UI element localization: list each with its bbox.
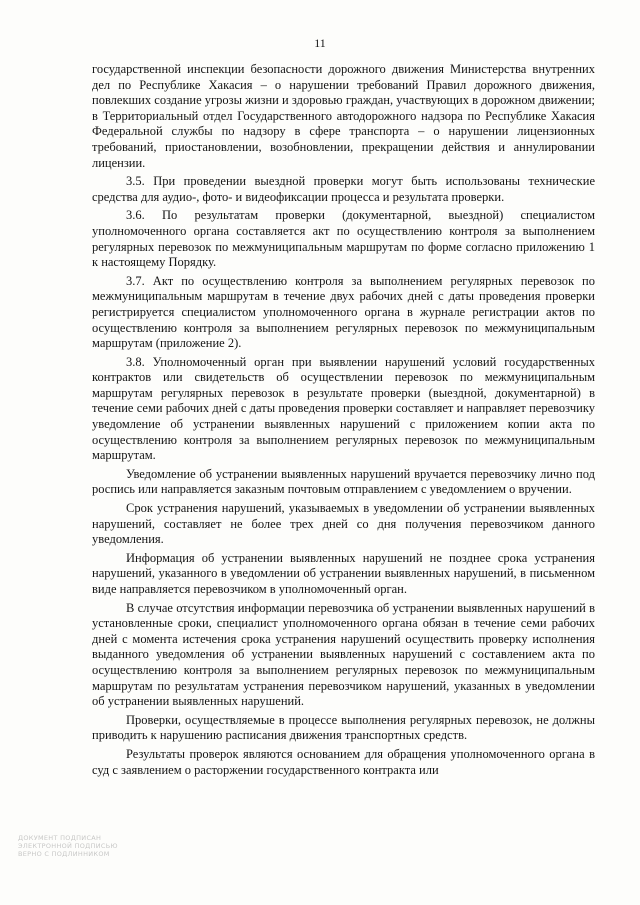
paragraph: государственной инспекции безопасности дорожного движения Министерства внутренних дел по Республике Хакасия – о нарушении требований Правил дорожного движения, повлекших создание угрозы жизни и здоровью граждан, участвующих в дорожном движении; в Территориальный отдел Государственного автодорожного надзора по Республике Хакасия Федеральной службы по надзору в сфере транспорта – о нарушении лицензионных требований, приостановлении, возобновлении, прекращении действия и аннулировании лицензии. [92, 62, 595, 170]
paragraph: Результаты проверок являются основанием для обращения уполномоченного органа в суд с заявлением о расторжении государственного контракта или [92, 746, 595, 777]
paragraph: 3.5. При проведении выездной проверки могут быть использованы технические средства для аудио-, фото- и видеофиксации процесса и результата проверки. [92, 174, 595, 204]
paragraph: 3.6. По результатам проверки (документарной, выездной) специалистом уполномоченного органа составляется акт по осуществлению контроля за выполнением регулярных перевозок по межмуниципальным маршрутам по форме согласно приложению 1 к настоящему Порядку. [92, 208, 595, 270]
stamp-line: ВЕРНО С ПОДЛИННИКОМ [18, 850, 110, 858]
page-number: 11 [314, 36, 326, 50]
faded-stamp [18, 834, 140, 878]
paragraph: Срок устранения нарушений, указываемых в уведомлении об устранении выявленных нарушений, составляет не более трех дней со дня получения перевозчиком данного уведомления. [92, 501, 595, 547]
stamp-line: ЭЛЕКТРОННОЙ ПОДПИСЬЮ [18, 842, 118, 850]
paragraph: Информация об устранении выявленных нарушений не позднее срока устранения нарушений, указанного в уведомлении об устранении выявленных нарушений, в письменном виде направляется перевозчиком в уполномоченный орган. [92, 550, 595, 596]
paragraph: Уведомление об устранении выявленных нарушений вручается перевозчику лично под роспись или направляется заказным почтовым отправлением с уведомлением о вручении. [92, 466, 595, 497]
stamp-line: ДОКУМЕНТ ПОДПИСАН [18, 834, 102, 842]
document-body [92, 62, 595, 781]
paragraph: Проверки, осуществляемые в процессе выполнения регулярных перевозок, не должны приводить к нарушению расписания движения транспортных средств. [92, 712, 595, 743]
paragraph: В случае отсутствия информации перевозчика об устранении выявленных нарушений в установленные сроки, специалист уполномоченного органа обязан в течение семи рабочих дней с момента истечения срока устранения нарушений осуществить проверку исполнения выданного уведомления об устранении выявленных нарушений с составлением акта по осуществлению контроля за выполнением регулярных перевозок по межмуниципальным маршрутам по результатам устранения перевозчиком нарушений, указанных в уведомлении об устранении выявленных нарушений. [92, 600, 595, 709]
paragraph: 3.7. Акт по осуществлению контроля за выполнением регулярных перевозок по межмуниципальным маршрутам в течение двух рабочих дней с даты проведения проверки регистрируется специалистом уполномоченного органа в журнале регистрации актов по осуществлению контроля за выполнением регулярных перевозок по межмуниципальным маршрутам (приложение 2). [92, 273, 595, 351]
paragraph: 3.8. Уполномоченный орган при выявлении нарушений условий государственных контрактов или свидетельств об осуществлении перевозок по межмуниципальным маршрутам регулярных перевозок в результате проверки (выездной, документарной) в течение семи рабочих дней с даты проведения проверки составляет и направляет перевозчику уведомление об устранении выявленных нарушений с приложением копии акта по осуществлению контроля за выполнением регулярных перевозок по межмуниципальным маршрутам. [92, 354, 595, 463]
